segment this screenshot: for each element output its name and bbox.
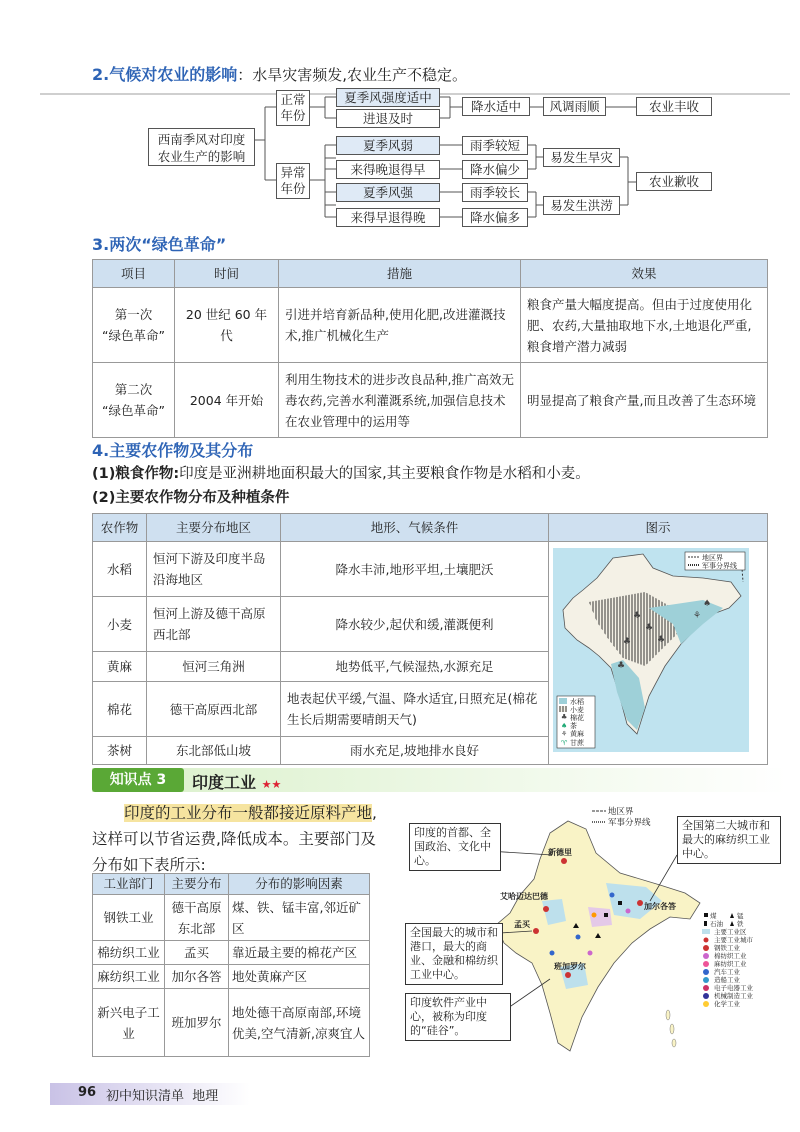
row2-effect: 明显提高了粮食产量,而且改善了生态环境 bbox=[521, 363, 768, 438]
kp3-intro bbox=[92, 800, 402, 878]
flow-b4: 降水偏多 bbox=[462, 208, 528, 227]
svg-text:♈: ♈ bbox=[561, 739, 568, 747]
header-effect: 效果 bbox=[521, 260, 768, 288]
city-bangalore: 班加罗尔 bbox=[554, 962, 586, 971]
section4-sub2: (2)主要农作物分布及种植条件 bbox=[92, 490, 290, 506]
region-jute: 恒河三角洲 bbox=[147, 652, 281, 682]
section4-title: 4.主要农作物及其分布 bbox=[92, 441, 254, 460]
green-revolution-table bbox=[92, 259, 768, 438]
section2-desc: ：水旱灾害频发,农业生产不稳定。 bbox=[237, 66, 467, 84]
legend-chemical: 化学工业 bbox=[714, 1000, 740, 1008]
row2-time: 2004 年开始 bbox=[175, 363, 279, 438]
flow-normal-line1: 正常 bbox=[280, 92, 306, 107]
region-tea: 东北部低山坡 bbox=[147, 737, 281, 765]
table-header-row bbox=[93, 874, 370, 895]
table-row bbox=[93, 965, 370, 989]
legend-manganese: 锰 bbox=[737, 912, 744, 920]
row1-item-l1: 第一次 bbox=[114, 307, 153, 322]
kp3-intro-comma: , bbox=[372, 804, 377, 822]
section2-title: 2.气候对农业的影响 bbox=[92, 65, 238, 84]
legend-steel: 钢铁工业 bbox=[714, 944, 740, 952]
legend-tea: 茶 bbox=[570, 722, 577, 730]
row2-item-l2: “绿色革命” bbox=[102, 403, 165, 418]
cond-tea: 雨水充足,坡地排水良好 bbox=[281, 737, 549, 765]
table-row bbox=[93, 288, 768, 363]
header-factor: 分布的影响因素 bbox=[229, 874, 370, 895]
city-mumbai: 孟买 bbox=[514, 920, 530, 929]
factor-cotton: 靠近最主要的棉花产区 bbox=[229, 941, 370, 965]
flow-a3: 雨季较短 bbox=[462, 136, 528, 155]
dept-steel: 钢铁工业 bbox=[93, 895, 165, 941]
flow-a1: 夏季风弱 bbox=[336, 136, 440, 155]
table-row bbox=[93, 542, 768, 597]
crop-wheat: 小麦 bbox=[93, 597, 147, 652]
flow-n2: 进退及时 bbox=[336, 109, 440, 128]
factor-jute: 地处黄麻产区 bbox=[229, 965, 370, 989]
row1-time: 20 世纪 60 年代 bbox=[175, 288, 279, 363]
crop-cotton: 棉花 bbox=[93, 682, 147, 737]
kp3-intro-line3: 分布如下表所示: bbox=[92, 856, 206, 874]
legend-auto: 汽车工业 bbox=[714, 968, 740, 976]
industry-table bbox=[92, 873, 370, 1057]
kp3-title-wrap bbox=[192, 770, 281, 793]
table-row bbox=[93, 989, 370, 1057]
flow-b2: 来得早退得晚 bbox=[336, 208, 440, 227]
footer-book-name: 初中知识清单 bbox=[106, 1089, 185, 1104]
dist-electronics: 班加罗尔 bbox=[165, 989, 229, 1057]
svg-text:♣: ♣ bbox=[633, 611, 642, 621]
flow-b1: 夏季风强 bbox=[336, 183, 440, 202]
header-region: 主要分布地区 bbox=[147, 514, 281, 542]
factor-steel: 煤、铁、锰丰富,邻近矿区 bbox=[229, 895, 370, 941]
header-measure: 措施 bbox=[279, 260, 521, 288]
legend-coal: 煤 bbox=[710, 912, 717, 920]
industry-legend-military: 军事分界线 bbox=[608, 818, 651, 828]
flow-b5: 易发生洪涝 bbox=[543, 196, 620, 215]
crop-map-cell bbox=[549, 542, 768, 765]
header-figure: 图示 bbox=[549, 514, 768, 542]
crop-rice: 水稻 bbox=[93, 542, 147, 597]
legend-cotton: 棉花 bbox=[570, 714, 584, 722]
svg-text:♠: ♠ bbox=[561, 722, 568, 730]
table-row bbox=[93, 363, 768, 438]
dist-steel: 德干高原东北部 bbox=[165, 895, 229, 941]
legend-industrial-zone: 主要工业区 bbox=[714, 928, 747, 936]
city-delhi: 新德里 bbox=[548, 848, 572, 857]
legend-industrial-city: 主要工业城市 bbox=[714, 936, 753, 944]
callout-bangalore: 印度软件产业中心，被称为印度的“硅谷”。 bbox=[405, 993, 511, 1041]
header-cond: 地形、气候条件 bbox=[281, 514, 549, 542]
row2-item bbox=[93, 363, 175, 438]
header-dept: 工业部门 bbox=[93, 874, 165, 895]
legend-border: 地区界 bbox=[702, 554, 723, 562]
svg-text:♠: ♠ bbox=[703, 599, 712, 609]
city-dot-bangalore bbox=[565, 972, 571, 978]
legend-wheat: 小麦 bbox=[570, 706, 584, 714]
svg-text:♣: ♣ bbox=[561, 713, 568, 721]
city-dot-mumbai bbox=[533, 928, 539, 934]
kp3-label: 知识点 3 bbox=[92, 768, 184, 792]
flow-a5: 易发生旱灾 bbox=[543, 148, 620, 167]
row1-item bbox=[93, 288, 175, 363]
cond-jute: 地势低平,气候湿热,水源充足 bbox=[281, 652, 549, 682]
dept-electronics: 新兴电子工业 bbox=[93, 989, 165, 1057]
row2-item-l1: 第二次 bbox=[114, 382, 153, 397]
region-wheat: 恒河上游及德干高原西北部 bbox=[147, 597, 281, 652]
flow-n3: 降水适中 bbox=[462, 97, 530, 116]
city-dot-ahmedabad bbox=[543, 906, 549, 912]
legend-sugarcane: 甘蔗 bbox=[570, 739, 584, 747]
industry-legend-border: 地区界 bbox=[608, 807, 634, 817]
row2-measure: 利用生物技术的进步改良品种,推广高效无毒农药,完善水利灌溉系统,加强信息技术在农业管理中的运用等 bbox=[279, 363, 521, 438]
legend-iron: 铁 bbox=[737, 920, 744, 928]
svg-text:♣: ♣ bbox=[657, 635, 666, 645]
footer-subject: 地理 bbox=[192, 1089, 219, 1104]
crop-tea: 茶树 bbox=[93, 737, 147, 765]
region-rice: 恒河下游及印度半岛沿海地区 bbox=[147, 542, 281, 597]
table-header-row bbox=[93, 260, 768, 288]
dist-jute: 加尔各答 bbox=[165, 965, 229, 989]
flow-n5: 农业丰收 bbox=[636, 97, 712, 116]
footer-book bbox=[106, 1085, 218, 1104]
table-header-row bbox=[93, 514, 768, 542]
flow-root bbox=[148, 128, 255, 166]
flow-root-line1: 西南季风对印度 bbox=[157, 132, 246, 147]
city-dot-delhi bbox=[561, 858, 567, 864]
legend-cotton-textile: 棉纺织工业 bbox=[714, 952, 747, 960]
cond-wheat: 降水较少,起伏和缓,灌溉便利 bbox=[281, 597, 549, 652]
legend-military: 军事分界线 bbox=[702, 562, 737, 570]
legend-oil: 石油 bbox=[710, 920, 723, 928]
dept-jute: 麻纺织工业 bbox=[93, 965, 165, 989]
callout-delhi: 印度的首都、全国政治、文化中心。 bbox=[409, 823, 501, 871]
flow-abnormal-line1: 异常 bbox=[280, 165, 306, 180]
svg-text:♣: ♣ bbox=[617, 661, 626, 671]
cond-rice: 降水丰沛,地形平坦,土壤肥沃 bbox=[281, 542, 549, 597]
section4-sub1 bbox=[92, 462, 590, 483]
svg-text:♣: ♣ bbox=[645, 623, 654, 633]
svg-text:⚘: ⚘ bbox=[561, 730, 568, 738]
cond-cotton: 地表起伏平缓,气温、降水适宜,日照充足(棉花生长后期需要晴朗天气) bbox=[281, 682, 549, 737]
flow-normal-line2: 年份 bbox=[280, 108, 306, 123]
row1-item-l2: “绿色革命” bbox=[102, 328, 165, 343]
flow-b3: 雨季较长 bbox=[462, 183, 528, 202]
callout-mumbai: 全国最大的城市和港口，最大的商业、金融和棉纺织工业中心。 bbox=[405, 923, 503, 985]
flow-root-line2: 农业生产的影响 bbox=[157, 149, 246, 164]
dept-cotton: 棉纺织工业 bbox=[93, 941, 165, 965]
kp3-intro-highlight: 印度的工业分布一般都接近原料产地 bbox=[124, 804, 373, 822]
flow-abnormal-line2: 年份 bbox=[280, 181, 306, 196]
svg-text:⚘: ⚘ bbox=[693, 611, 702, 621]
flow-normal-year bbox=[276, 90, 310, 126]
header-crop: 农作物 bbox=[93, 514, 147, 542]
crops-table bbox=[92, 513, 768, 765]
flow-n1: 夏季风强度适中 bbox=[336, 88, 440, 107]
table-row bbox=[93, 941, 370, 965]
legend-rice: 水稻 bbox=[570, 698, 584, 706]
page-number: 96 bbox=[78, 1085, 97, 1100]
legend-machinery: 机械制造工业 bbox=[714, 992, 753, 1000]
legend-electronics: 电子电器工业 bbox=[714, 984, 753, 992]
flow-a4: 降水偏少 bbox=[462, 160, 528, 179]
header-item: 项目 bbox=[93, 260, 175, 288]
factor-electronics: 地处德干高原南部,环境优美,空气清新,凉爽宜人 bbox=[229, 989, 370, 1057]
svg-text:♣: ♣ bbox=[623, 637, 632, 647]
region-cotton: 德干高原西北部 bbox=[147, 682, 281, 737]
kp3-stars: ★★ bbox=[261, 778, 282, 791]
legend-jute: 黄麻 bbox=[570, 730, 584, 738]
section3-title: 3.两次“绿色革命” bbox=[92, 235, 227, 254]
city-kolkata: 加尔各答 bbox=[644, 902, 676, 911]
sub1-label: (1)粮食作物: bbox=[92, 466, 180, 482]
india-crop-map bbox=[553, 548, 749, 752]
header-time: 时间 bbox=[175, 260, 279, 288]
flow-abnormal-year bbox=[276, 163, 310, 199]
header-dist: 主要分布 bbox=[165, 874, 229, 895]
legend-jute-textile: 麻纺织工业 bbox=[714, 960, 747, 968]
sub1-text: 印度是亚洲耕地面积最大的国家,其主要粮食作物是水稻和小麦。 bbox=[179, 466, 590, 482]
crop-jute: 黄麻 bbox=[93, 652, 147, 682]
legend-shipbuilding: 造船工业 bbox=[714, 976, 740, 984]
row1-measure: 引进并培育新品种,使用化肥,改进灌溉技术,推广机械化生产 bbox=[279, 288, 521, 363]
row1-effect: 粮食产量大幅度提高。但由于过度使用化肥、农药,大量抽取地下水,土地退化严重,粮食增产潜力减弱 bbox=[521, 288, 768, 363]
kp3-intro-line2: 这样可以节省运费,降低成本。主要部门及 bbox=[92, 830, 376, 848]
dist-cotton: 孟买 bbox=[165, 941, 229, 965]
industry-legend bbox=[702, 911, 754, 1008]
callout-kolkata: 全国第二大城市和最大的麻纺织工业中心。 bbox=[677, 816, 781, 864]
islands bbox=[666, 1010, 676, 1047]
flow-a2: 来得晚退得早 bbox=[336, 160, 440, 179]
city-ahmedabad: 艾哈迈达巴德 bbox=[500, 892, 548, 901]
kp3-title: 印度工业 bbox=[192, 773, 257, 792]
table-row bbox=[93, 895, 370, 941]
industry-zone-mid bbox=[588, 907, 612, 927]
flow-bad: 农业歉收 bbox=[636, 172, 712, 191]
flow-n4: 风调雨顺 bbox=[543, 97, 606, 116]
city-dot-kolkata bbox=[637, 900, 643, 906]
